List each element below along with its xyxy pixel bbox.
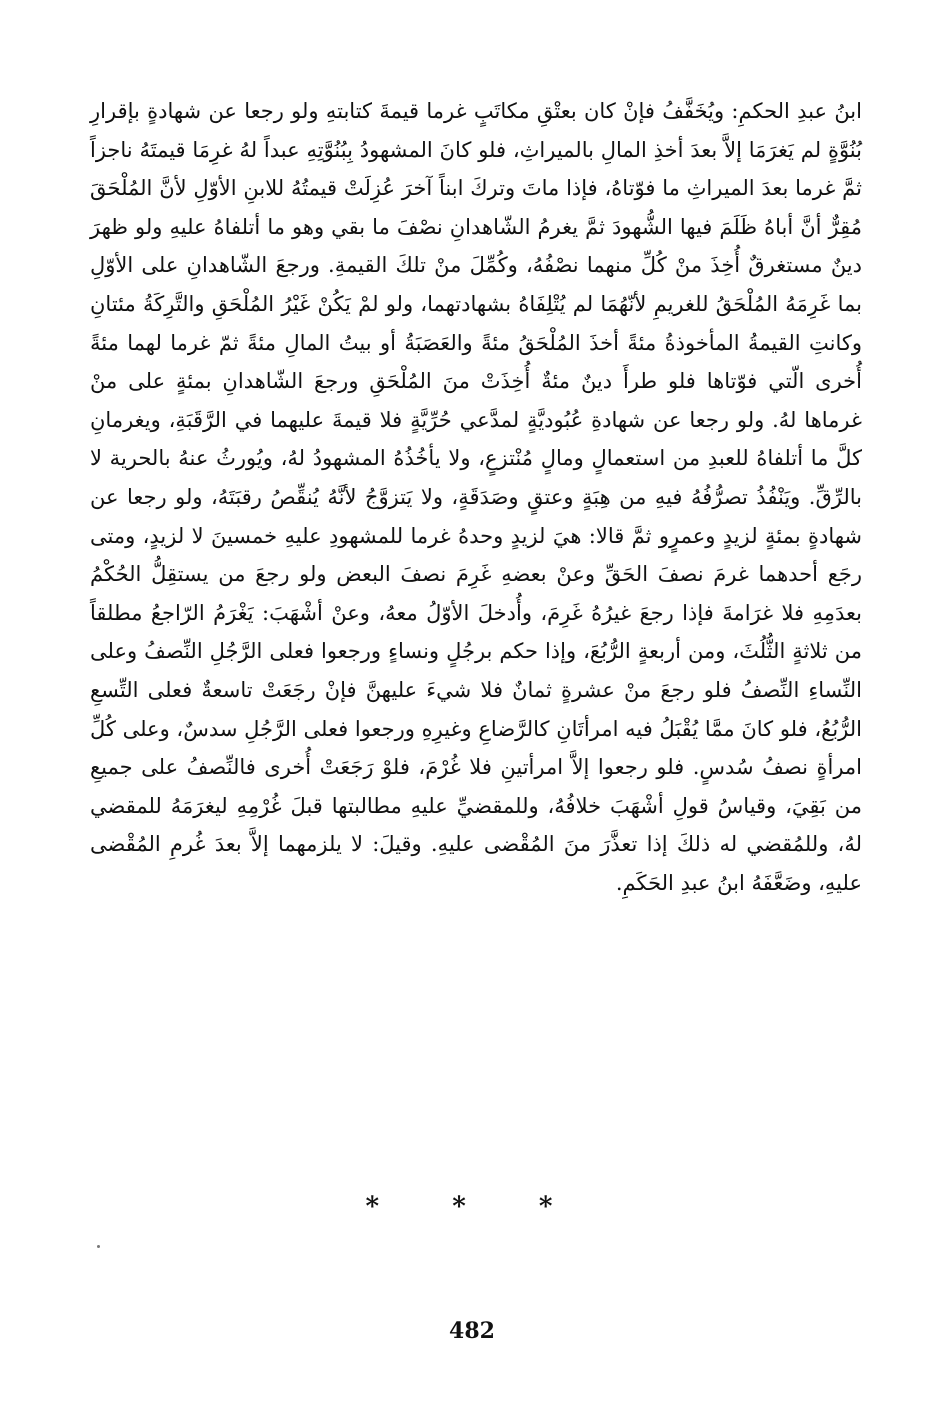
body-paragraph: ابنُ عبدِ الحكمِ: ويُخَفَّفُ فإنْ كان بعتْقِ مكاتَبٍ غرما قيمةَ كتابتهِ ولو رجعا عن شهادةٍ بإقرارِ بُنُوَّةٍ لم يَغرَمَا إلاَّ بعدَ أخذِ المالِ بالميراثِ، فلو كانَ المشهودُ بِبُنُوَّتِهِ عبداً لهُ غرِمَا قيمتَهُ ناجزاً ثمَّ غرما بعدَ الميراثِ ما فوّتاهُ، فإذا ماتَ وتركَ ابناً آخرَ عُزِلَتْ قيمتُهُ للابنِ الأوّلِ لأنَّ المُلْحَقَ مُقِرٌّ أنَّ أباهُ ظَلَمَ فيها الشُّهودَ ثمَّ يغرمُ الشّاهدانِ نصْفَ ما بقي وهو ما أتلفاهُ عليهِ ولو ظهرَ دينٌ مستغرقٌ أُخِذَ منْ كُلِّ منهما نصْفُهُ، وكُمِّلَ منْ تلكَ القيمةِ. ورجعَ الشّاهدانِ على الأوّلِ بما غَرِمَهُ المُلْحَقُ للغريمِ لأنّهُمَا لم يُتْلِفَاهُ بشهادتهما، ولو لمْ يَكُنْ غَيْرُ المُلْحَقِ والتَّرِكَةُ مئتانِ وكانتِ القيمةُ المأخوذةُ مئةً أخذَ المُلْحَقُ مئةً والعَصَبَةُ أو بيتُ المالِ مئةً ثمّ غرما لهما مئةً أُخرى الّتي فوّتاها فلو طرأَ دينٌ مئةٌ أُخِذَتْ منَ المُلْحَقِ ورجعَ الشّاهدانِ بمئةٍ على منْ غرماها لهُ. ولو رجعا عن شهادةِ عُبُوديَّةٍ لمدَّعي حُرِّيَّةٍ فلا قيمةَ عليهما في الرَّقَبَةِ، ويغرمانِ كلَّ ما أتلفاهُ للعبدِ من استعمالٍ ومالٍ مُنْتزعٍ، ولا يأخُذُهُ المشهودُ لهُ، ويُورثُ عنهُ بالحرية لا بالرِّقِّ. ويَنْفُذُ تصرُّفُهُ فيهِ من هِبَةٍ وعتقٍ وصَدَقَةٍ، ولا يَتزوَّجُ لأنَّهُ يُنقِّصُ رقبَتَهُ، ولو رجعا عن شهادةٍ بمئةٍ لزيدٍ وعمرٍو ثمَّ قالا: هيَ لزيدٍ وحدهُ غرما للمشهودِ عليهِ خمسينَ لا لزيدٍ، ومتى رجَع أحدهما غرمَ نصفَ الحَقِّ وعنْ بعضهِ غَرِمَ نصفَ البعض ولو رجعَ من يستقِلُّ الحُكْمُ بعدَمِهِ فلا غرَامةَ فإذا رجعَ غيرُهُ غَرِمَ، وأُدخلَ الأوّلُ معهُ، وعنْ أشْهَبَ: يَغْرَمُ الرّاجعُ مطلقاً من ثلاثةٍ الثُّلُثَ، ومن أربعةٍ الرُّبُعَ، وإذا حكم برجُلٍ ونساءٍ ورجعوا فعلى الرَّجُلِ النِّصفُ وعلى النِّساءِ النِّصفُ فلو رجعَ منْ عشرةٍ ثمانٌ فلا شيءَ عليهنَّ فإنْ رجَعَتْ تاسعةٌ فعلى التِّسعِ الرُّبُعُ، فلو كانَ ممَّا يُقْبَلُ فيه امرأتَانِ كالرَّضاعِ وغيرِهِ ورجعوا فعلى الرَّجُلِ سدسٌ، وعلى كُلِّ امرأةٍ نصفُ سُدسٍ. فلو رجعوا إلاَّ امرأتينِ فلا غُرْمَ، فلوْ رَجَعَتْ أُخرى فالنِّصفُ على جميعِ من بَقِيَ، وقياسُ قولِ أشْهَبَ خلافُهُ، وللمقضيِّ عليهِ مطالبتها قبلَ غُرْمِهِ ليغرَمَهُ للمقضي لهُ، وللمُقضي له ذلكَ إذا تعذَّرَ منَ المُقْضى عليهِ. وقيلَ: لا يلزمهما إلاَّ بعدَ غُرمِ المُقْضى عليهِ، وضَعَّفَهُ ابنُ عبدِ الحَكَمِ. — [90, 99, 862, 895]
asterisk-ornament: * — [538, 1192, 579, 1222]
page-number: 482 — [449, 1318, 495, 1344]
section-divider-ornament — [0, 1192, 944, 1222]
scan-speck — [97, 1245, 100, 1248]
main-text-block — [90, 92, 862, 902]
asterisk-ornament: * — [365, 1192, 406, 1222]
asterisk-ornament: * — [452, 1192, 492, 1222]
